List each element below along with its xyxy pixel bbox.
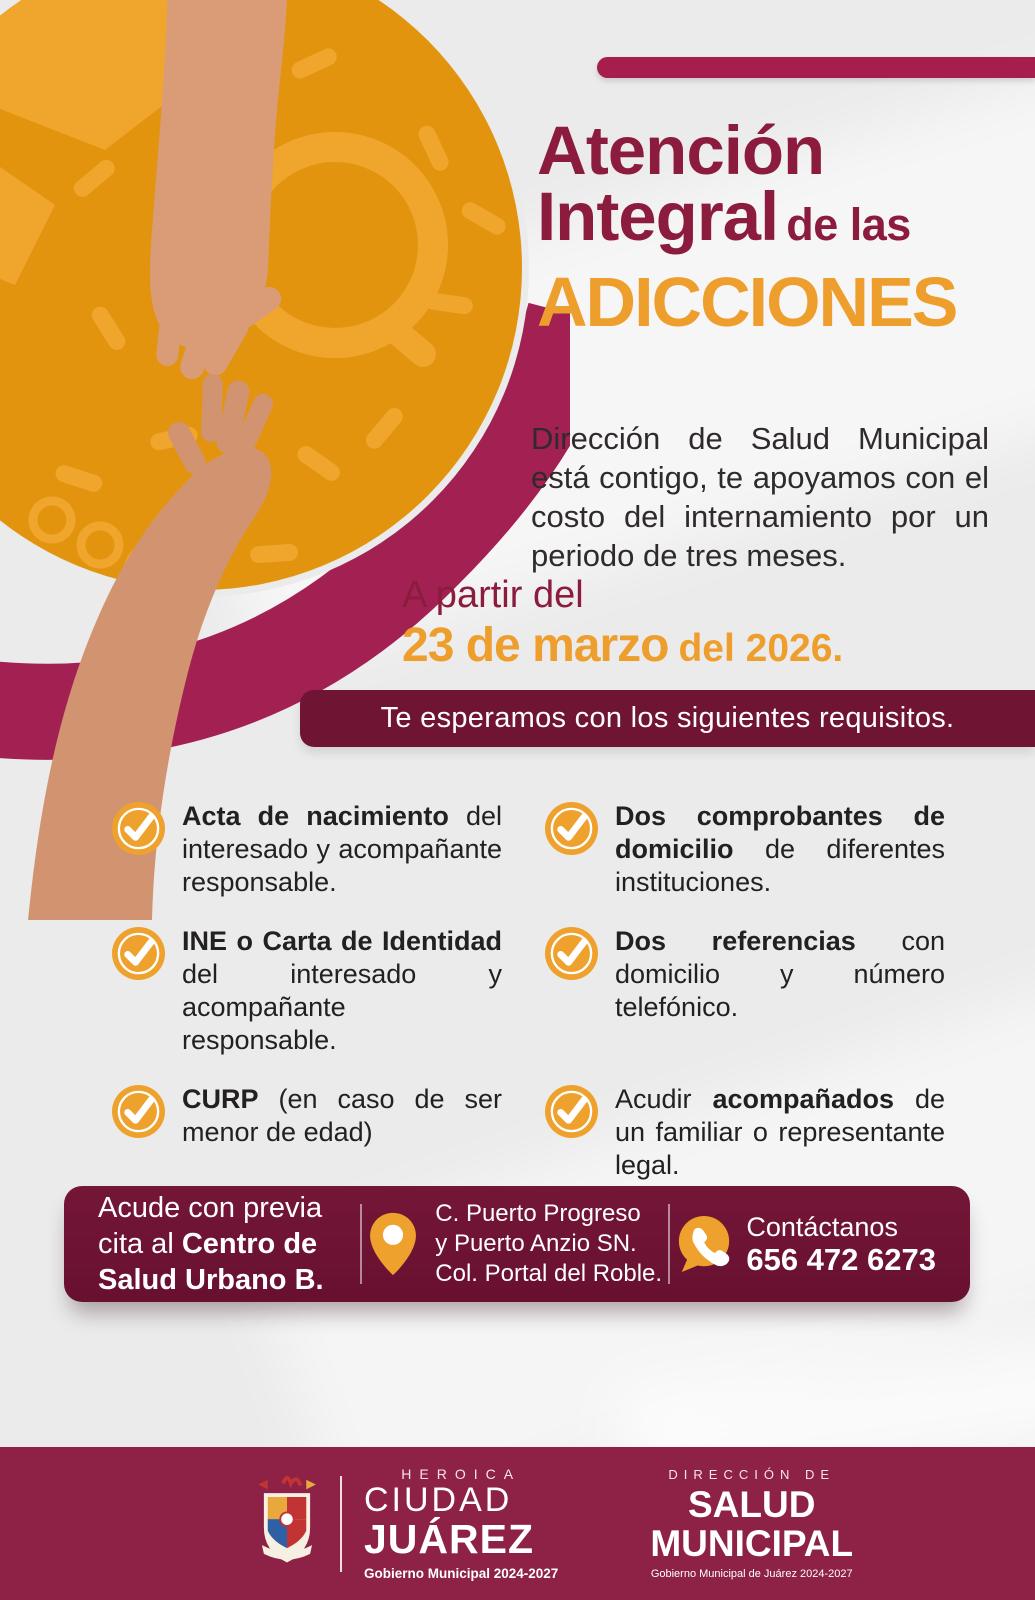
title-line-3: ADICCIONES bbox=[537, 263, 957, 341]
requirement-text: Acta de nacimiento del interesado y acompañante responsable. bbox=[182, 801, 502, 897]
requirement-item bbox=[112, 925, 502, 1057]
check-icon bbox=[545, 802, 598, 855]
footer bbox=[0, 1447, 1035, 1600]
check-icon bbox=[545, 1085, 598, 1138]
location-pin-icon bbox=[367, 1211, 419, 1277]
contact-block bbox=[675, 1212, 936, 1277]
card-divider bbox=[360, 1204, 362, 1284]
phone-number: 656 472 6273 bbox=[746, 1241, 936, 1277]
phone-icon bbox=[675, 1214, 733, 1274]
health-department-logo-text: DIRECCIÓN DE SALUD MUNICIPAL Gobierno Municipal de Juárez 2024-2027 bbox=[650, 1467, 854, 1580]
requirement-item bbox=[112, 800, 502, 899]
poster-title bbox=[537, 112, 957, 341]
requirement-text: Dos comprobantes de domicilio de diferentes instituciones. bbox=[615, 801, 945, 897]
date-prefix: A partir del bbox=[402, 574, 584, 616]
card-divider bbox=[668, 1204, 670, 1284]
location-block bbox=[367, 1199, 662, 1289]
appointment-info-card bbox=[64, 1186, 970, 1302]
requirement-item bbox=[545, 925, 945, 1057]
helping-hands-hero-image bbox=[0, 0, 570, 920]
contact-text: Contáctanos 656 472 6273 bbox=[746, 1211, 936, 1277]
requirement-text: Acudir acompañados de un familiar o representante legal. bbox=[615, 1084, 945, 1180]
requirement-item bbox=[545, 800, 945, 899]
title-line-1: Atención bbox=[537, 112, 825, 189]
title-line-2: Integral de las bbox=[537, 178, 911, 255]
check-icon bbox=[112, 802, 165, 855]
requirement-item bbox=[112, 1083, 502, 1182]
intro-paragraph: Dirección de Salud Municipal está contigo, te apoyamos con el costo del internamiento por un periodo de tres meses. bbox=[531, 421, 989, 573]
footer-divider bbox=[340, 1476, 342, 1572]
requirement-text: Dos referencias con domicilio y número telefónico. bbox=[615, 926, 945, 1022]
requirements-banner-text: Te esperamos con los siguientes requisitos. bbox=[380, 702, 955, 734]
appointment-text: Acude con previa cita al Centro de Salud Urbano B. bbox=[98, 1192, 324, 1296]
title-accent-bar bbox=[597, 57, 1035, 78]
start-date bbox=[402, 574, 843, 673]
city-crest-logo bbox=[256, 1472, 318, 1576]
requirements-banner bbox=[300, 690, 1035, 747]
check-icon bbox=[112, 1085, 165, 1138]
address: C. Puerto Progreso y Puerto Anzio SN. Col. Portal del Roble. bbox=[435, 1200, 663, 1287]
check-icon bbox=[112, 927, 165, 980]
requirement-text: INE o Carta de Identidad del interesado y acompañante responsable. bbox=[182, 926, 502, 1055]
city-logo-text: HEROICA CIUDAD JUÁREZ Gobierno Municipal 2024-2027 bbox=[364, 1466, 559, 1581]
date-value: 23 de marzo del 2026. bbox=[402, 619, 844, 672]
requirements-list bbox=[112, 800, 992, 1182]
requirement-text: CURP (en caso de ser menor de edad) bbox=[182, 1084, 502, 1147]
check-icon bbox=[545, 927, 598, 980]
requirement-item bbox=[545, 1083, 945, 1182]
